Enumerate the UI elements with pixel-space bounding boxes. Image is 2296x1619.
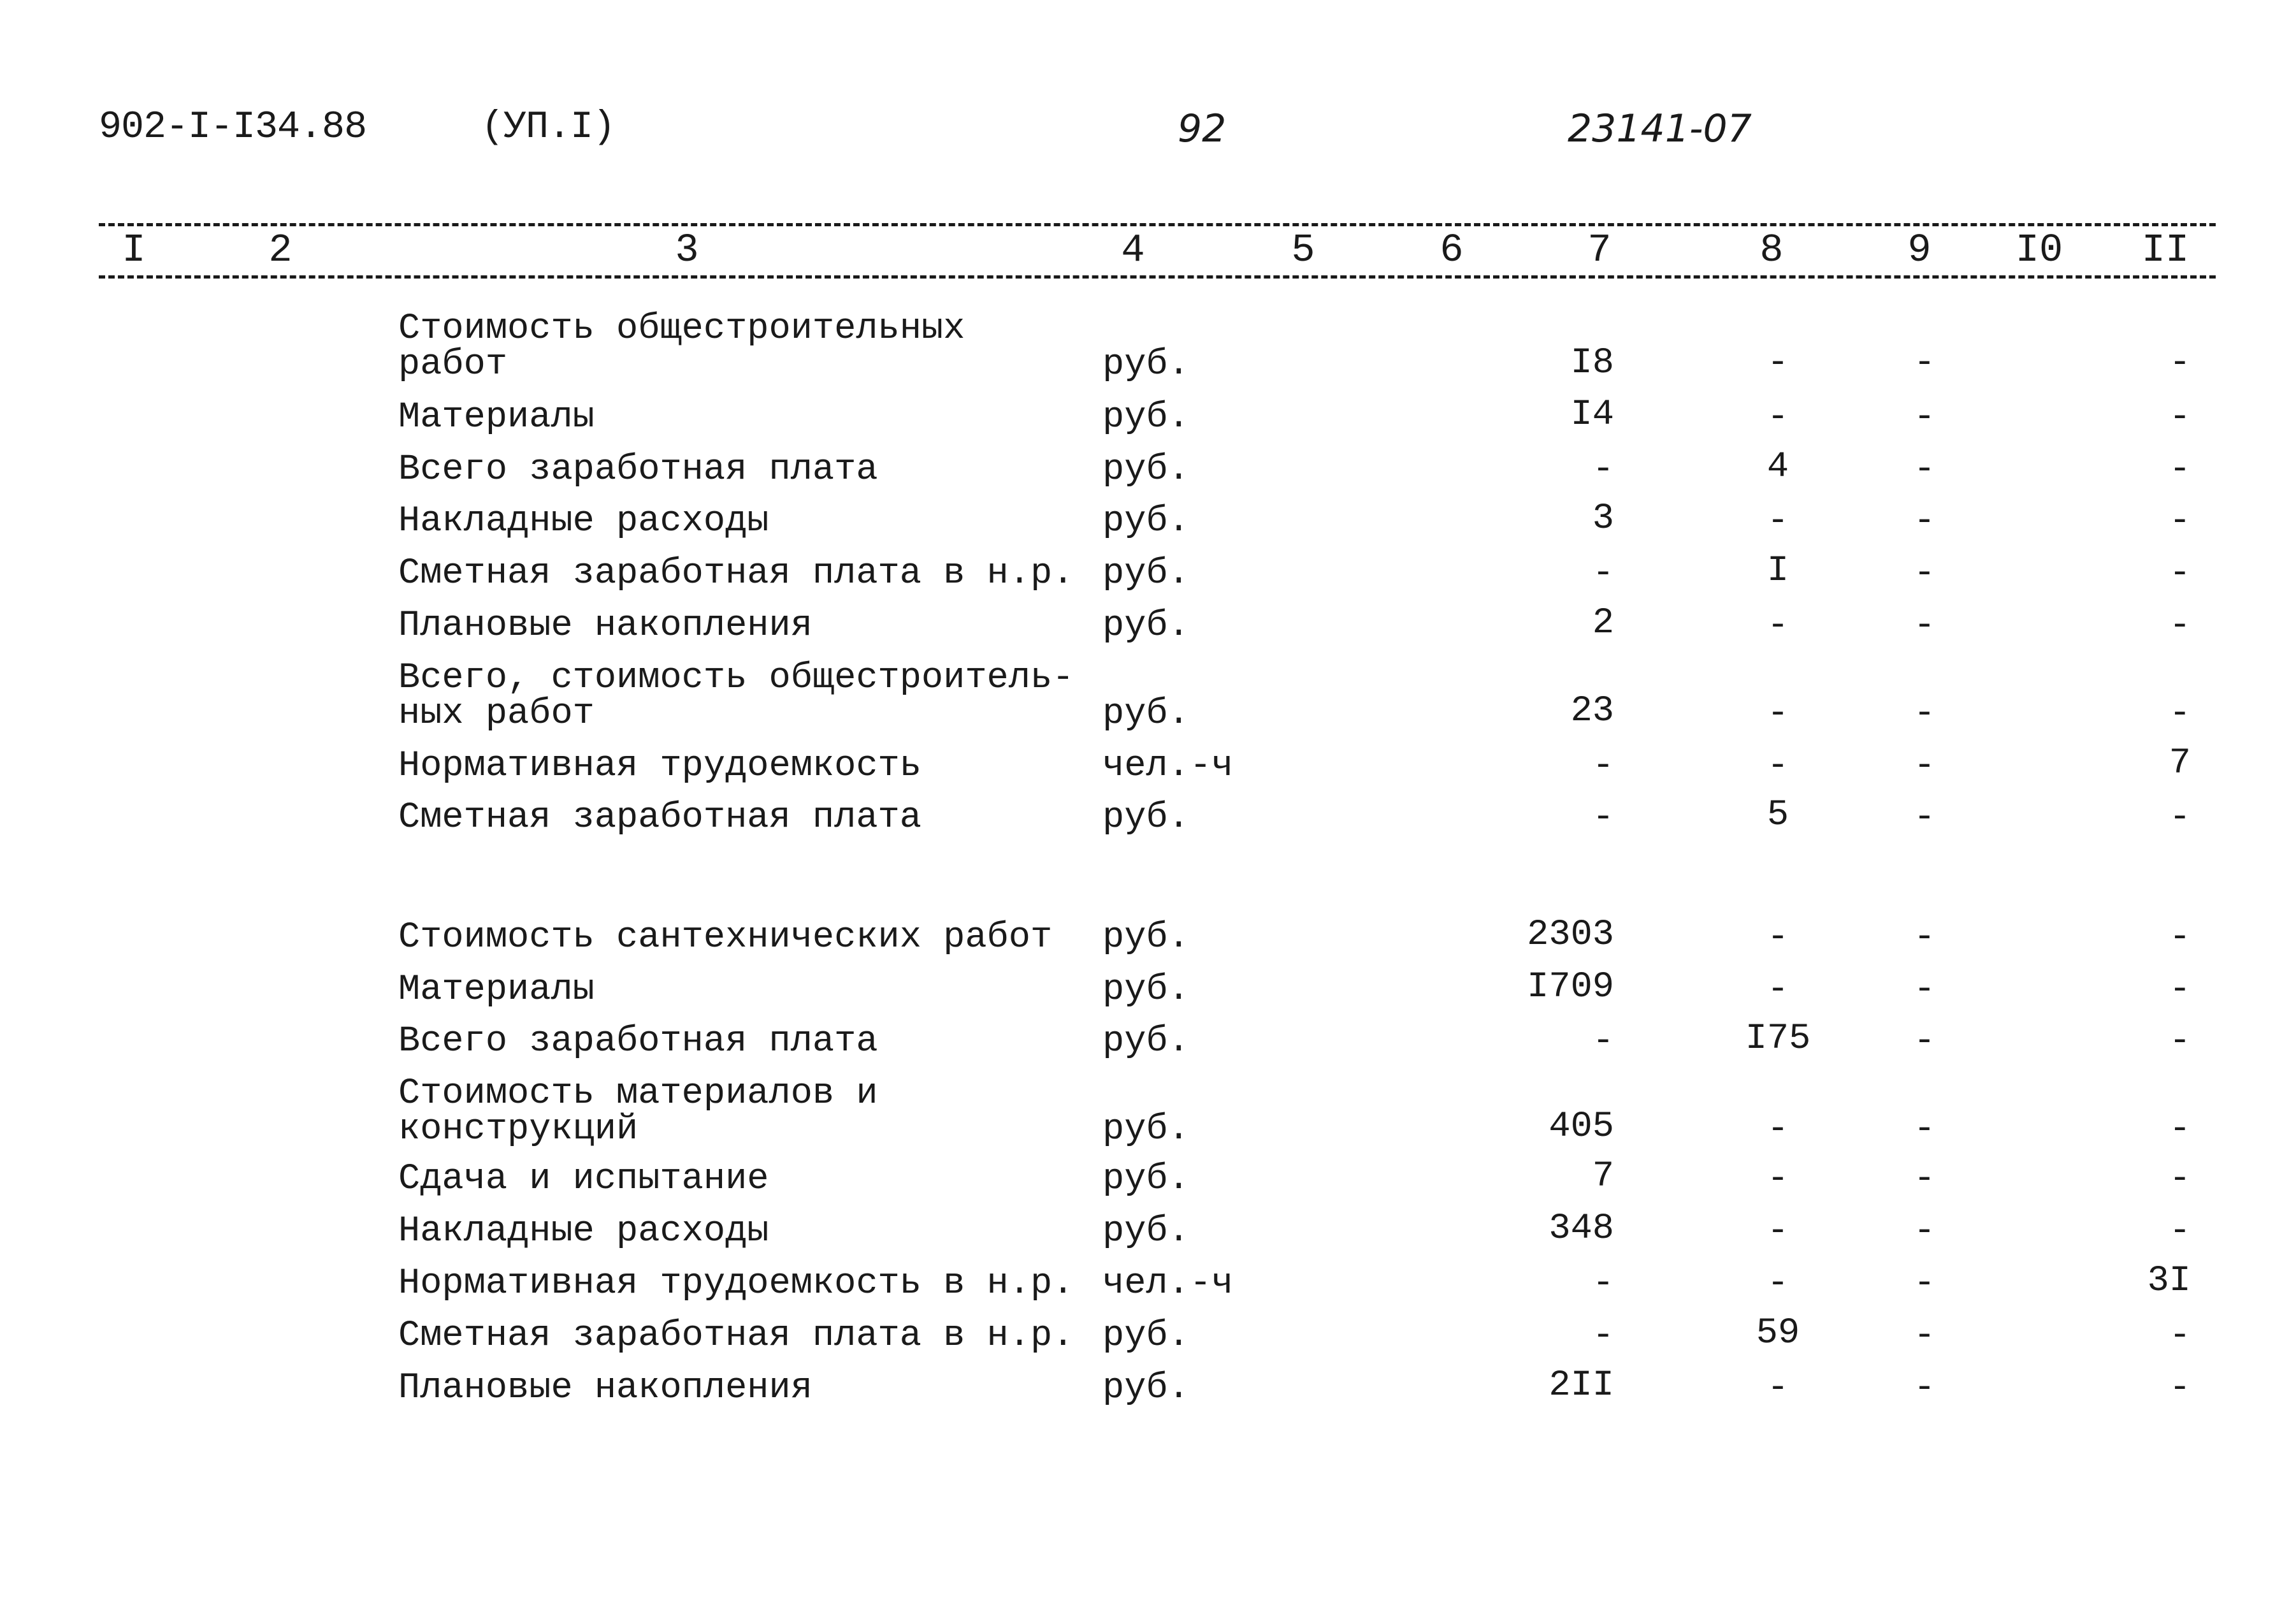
row-value-col7: I4 <box>1570 395 1614 435</box>
row-value-col8: - <box>1766 343 1789 384</box>
row-label: Материалы <box>398 397 595 438</box>
column-number-5: 5 <box>1291 228 1315 273</box>
row-value-col7: - <box>1592 1316 1614 1356</box>
row-value-col8: - <box>1766 606 1789 646</box>
row-label: Материалы <box>398 969 595 1010</box>
album-label: (УП.I) <box>481 106 616 149</box>
row-value-col9: - <box>1913 553 1936 594</box>
row-value-col8: - <box>1766 397 1789 438</box>
row-value-col9: - <box>1913 343 1936 384</box>
row-value-col7: 348 <box>1549 1209 1614 1249</box>
row-unit: руб. <box>1102 1159 1190 1200</box>
row-unit: чел.-ч <box>1102 1263 1234 1304</box>
row-value-col8: 5 <box>1766 795 1789 836</box>
row-value-col9: - <box>1913 1109 1936 1150</box>
row-value-col11: - <box>2169 449 2191 490</box>
row-unit: руб. <box>1102 397 1190 438</box>
row-value-col7: 2II <box>1549 1365 1614 1406</box>
row-value-col9: - <box>1913 606 1936 646</box>
column-number-6: 6 <box>1440 228 1464 273</box>
row-value-col9: - <box>1913 449 1936 490</box>
row-value-col9: - <box>1913 397 1936 438</box>
row-unit: чел.-ч <box>1102 746 1234 787</box>
column-number-9: 9 <box>1907 228 1931 273</box>
row-label: Нормативная трудоемкость <box>398 746 921 787</box>
row-value-col7: - <box>1592 1021 1614 1062</box>
column-number-2: 2 <box>268 228 292 273</box>
row-value-col8: 59 <box>1756 1313 1800 1354</box>
column-number-1: I <box>122 228 146 273</box>
row-value-col8: I75 <box>1745 1019 1811 1059</box>
row-unit: руб. <box>1102 693 1190 734</box>
row-label: Нормативная трудоемкость в н.р. <box>398 1263 1074 1304</box>
column-number-11: II <box>2141 228 2190 273</box>
row-label: Сметная заработная плата <box>398 797 921 838</box>
row-value-col11: - <box>2169 1021 2191 1062</box>
row-unit: руб. <box>1102 1211 1190 1252</box>
row-label: Сдача и испытание <box>398 1159 769 1200</box>
row-value-col8: - <box>1766 501 1789 542</box>
row-value-col11: 7 <box>2169 743 2191 784</box>
row-value-col11: - <box>2169 397 2191 438</box>
row-value-col9: - <box>1913 1159 1936 1200</box>
row-unit: руб. <box>1102 344 1190 385</box>
row-value-col9: - <box>1913 1316 1936 1356</box>
row-value-col11: - <box>2169 606 2191 646</box>
row-value-col9: - <box>1913 969 1936 1010</box>
row-value-col11: 3I <box>2147 1261 2191 1302</box>
row-label: Всего заработная плата <box>398 449 878 490</box>
row-value-col11: - <box>2169 343 2191 384</box>
header-top-rule <box>99 223 2216 226</box>
row-label: Стоимость общестроительных <box>398 309 965 349</box>
row-unit: руб. <box>1102 1316 1190 1356</box>
row-label-continued: работ <box>398 344 508 385</box>
row-value-col9: - <box>1913 797 1936 838</box>
row-label-continued: ных работ <box>398 693 595 734</box>
row-value-col8: - <box>1766 917 1789 958</box>
row-value-col11: - <box>2169 501 2191 542</box>
row-value-col8: - <box>1766 969 1789 1010</box>
row-value-col7: 405 <box>1549 1107 1614 1147</box>
row-value-col11: - <box>2169 693 2191 734</box>
row-value-col8: - <box>1766 1159 1789 1200</box>
row-value-col8: - <box>1766 693 1789 734</box>
column-number-3: 3 <box>675 228 699 273</box>
page-number: 92 <box>1178 106 1227 151</box>
row-label: Плановые накопления <box>398 1368 812 1409</box>
row-value-col7: 23 <box>1570 691 1614 732</box>
row-unit: руб. <box>1102 449 1190 490</box>
row-label: Накладные расходы <box>398 1211 769 1252</box>
row-value-col9: - <box>1913 1368 1936 1409</box>
row-value-col9: - <box>1913 746 1936 787</box>
document-number: 23141-07 <box>1568 106 1752 151</box>
row-label: Всего, стоимость общестроитель- <box>398 658 1074 699</box>
row-label: Сметная заработная плата в н.р. <box>398 553 1074 594</box>
row-value-col11: - <box>2169 969 2191 1010</box>
row-value-col11: - <box>2169 1159 2191 1200</box>
row-value-col8: - <box>1766 1211 1789 1252</box>
row-value-col7: 2303 <box>1527 915 1614 955</box>
row-value-col7: - <box>1592 449 1614 490</box>
row-value-col11: - <box>2169 797 2191 838</box>
row-value-col9: - <box>1913 501 1936 542</box>
column-number-8: 8 <box>1759 228 1784 273</box>
row-value-col9: - <box>1913 1021 1936 1062</box>
row-value-col7: 3 <box>1592 498 1614 539</box>
row-label: Стоимость сантехнических работ <box>398 917 1053 958</box>
row-value-col7: - <box>1592 746 1614 787</box>
row-label: Стоимость материалов и <box>398 1073 878 1114</box>
row-value-col11: - <box>2169 553 2191 594</box>
row-label: Всего заработная плата <box>398 1021 878 1062</box>
row-value-col11: - <box>2169 1368 2191 1409</box>
row-unit: руб. <box>1102 969 1190 1010</box>
column-number-10: I0 <box>2015 228 2063 273</box>
row-value-col11: - <box>2169 917 2191 958</box>
row-value-col8: I <box>1766 551 1789 592</box>
row-value-col11: - <box>2169 1211 2191 1252</box>
row-unit: руб. <box>1102 501 1190 542</box>
row-value-col11: - <box>2169 1109 2191 1150</box>
row-unit: руб. <box>1102 797 1190 838</box>
row-value-col9: - <box>1913 1211 1936 1252</box>
row-unit: руб. <box>1102 1109 1190 1150</box>
row-value-col8: 4 <box>1766 447 1789 488</box>
row-label-continued: конструкций <box>398 1109 639 1150</box>
row-label: Накладные расходы <box>398 501 769 542</box>
row-label: Сметная заработная плата в н.р. <box>398 1316 1074 1356</box>
row-value-col9: - <box>1913 693 1936 734</box>
column-number-4: 4 <box>1121 228 1145 273</box>
header-bottom-rule <box>99 275 2216 279</box>
row-value-col8: - <box>1766 1109 1789 1150</box>
row-value-col7: I8 <box>1570 343 1614 384</box>
row-value-col7: - <box>1592 797 1614 838</box>
column-number-7: 7 <box>1587 228 1612 273</box>
row-value-col8: - <box>1766 1263 1789 1304</box>
row-unit: руб. <box>1102 917 1190 958</box>
row-unit: руб. <box>1102 1368 1190 1409</box>
row-value-col7: 2 <box>1592 603 1614 644</box>
row-value-col11: - <box>2169 1316 2191 1356</box>
row-value-col7: - <box>1592 553 1614 594</box>
row-value-col9: - <box>1913 1263 1936 1304</box>
row-label: Плановые накопления <box>398 606 812 646</box>
row-value-col8: - <box>1766 746 1789 787</box>
row-value-col7: I709 <box>1527 967 1614 1008</box>
row-value-col9: - <box>1913 917 1936 958</box>
document-code: 902-I-I34.88 <box>99 106 367 149</box>
row-value-col7: 7 <box>1592 1156 1614 1197</box>
row-value-col8: - <box>1766 1368 1789 1409</box>
row-value-col7: - <box>1592 1263 1614 1304</box>
row-unit: руб. <box>1102 1021 1190 1062</box>
row-unit: руб. <box>1102 606 1190 646</box>
row-unit: руб. <box>1102 553 1190 594</box>
